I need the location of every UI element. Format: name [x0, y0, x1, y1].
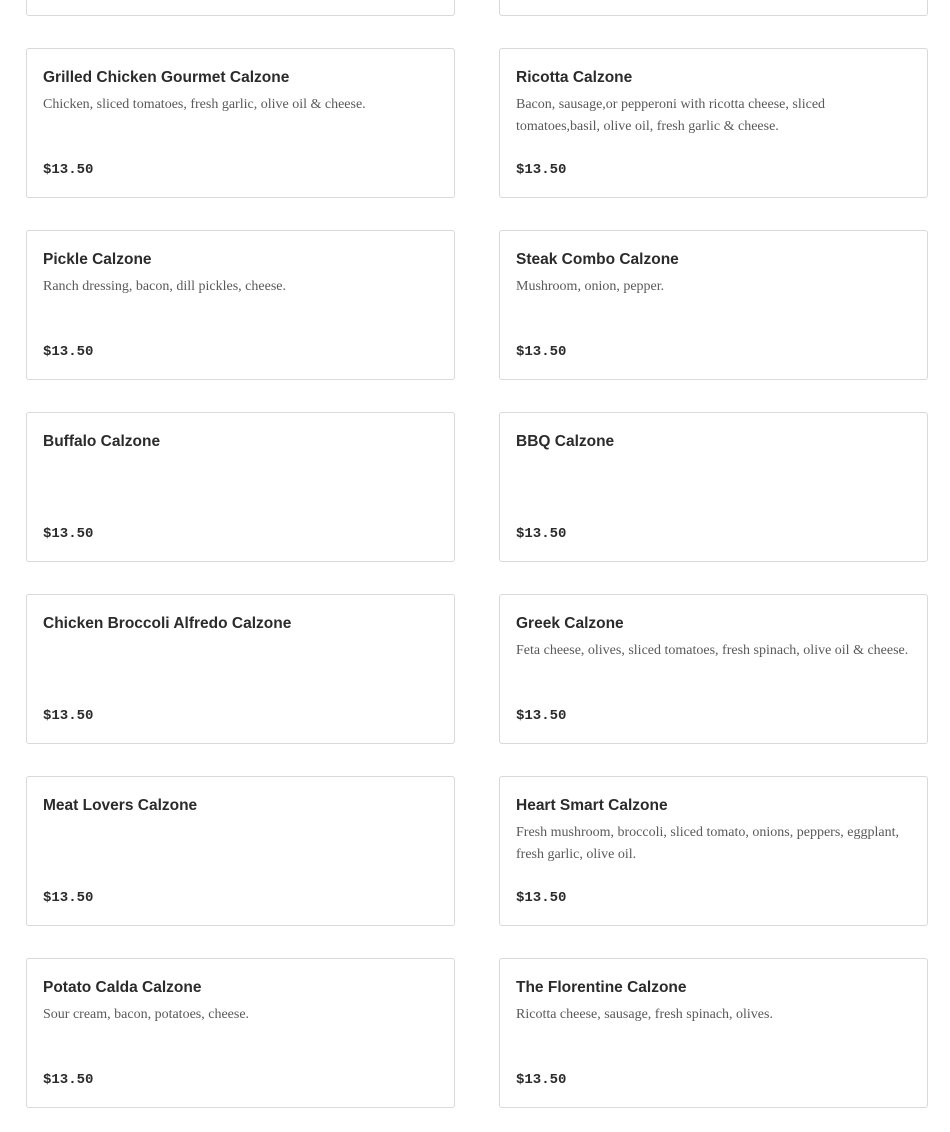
menu-item-description: Chicken, sliced tomatoes, fresh garlic, olive oil & cheese. [43, 97, 366, 112]
menu-item-price: $13.50 [516, 162, 567, 178]
menu-item-description: Mushroom, onion, pepper. [516, 279, 665, 294]
menu-item-card[interactable] [499, 594, 928, 744]
menu-item-name: Meat Lovers Calzone [43, 797, 198, 814]
menu-item-name: Potato Calda Calzone [43, 979, 202, 996]
menu-item-price: $13.50 [516, 1072, 567, 1088]
menu-item-name: The Florentine Calzone [516, 979, 687, 996]
menu-item-description: Ranch dressing, bacon, dill pickles, cheese. [43, 279, 286, 294]
menu-item-card[interactable] [499, 230, 928, 380]
menu-item-price: $13.50 [516, 526, 567, 542]
menu-item-description: Ricotta cheese, sausage, fresh spinach, olives. [516, 1007, 773, 1022]
menu-item-price: $13.50 [43, 162, 94, 178]
menu-item-name: Chicken Broccoli Alfredo Calzone [43, 615, 292, 632]
menu-item-name: Ricotta Calzone [516, 69, 633, 86]
menu-item-grid [26, 0, 928, 1108]
menu-item-name: Grilled Chicken Gourmet Calzone [43, 69, 290, 86]
menu-item-card[interactable] [26, 412, 455, 562]
menu-item-price: $13.50 [516, 890, 567, 906]
menu-item-card[interactable] [499, 776, 928, 926]
menu-item-card[interactable] [499, 958, 928, 1108]
menu-item-card[interactable] [26, 958, 455, 1108]
menu-item-price: $13.50 [516, 708, 567, 724]
menu-item-description: Feta cheese, olives, sliced tomatoes, fresh spinach, olive oil & cheese. [516, 643, 909, 658]
menu-item-description: Fresh mushroom, broccoli, sliced tomato, onions, peppers, eggplant, fresh garlic, olive oil. [516, 825, 899, 862]
menu-item-price: $13.50 [43, 890, 94, 906]
menu-item-description: Sour cream, bacon, potatoes, cheese. [43, 1007, 250, 1022]
menu-item-card[interactable] [26, 0, 455, 16]
menu-item-card[interactable] [26, 776, 455, 926]
menu-item-description: Bacon, sausage,or pepperoni with ricotta cheese, sliced tomatoes,basil, olive oil, fresh garlic & cheese. [516, 97, 826, 134]
menu-item-name: Buffalo Calzone [43, 433, 161, 450]
menu-item-price: $13.50 [43, 1072, 94, 1088]
menu-item-price: $13.50 [516, 344, 567, 360]
menu-item-name: BBQ Calzone [516, 433, 615, 450]
menu-item-card[interactable] [499, 48, 928, 198]
menu-item-card[interactable] [26, 230, 455, 380]
menu-item-price: $13.50 [43, 344, 94, 360]
menu-item-card[interactable] [26, 594, 455, 744]
menu-item-card[interactable] [26, 48, 455, 198]
menu-item-name: Greek Calzone [516, 615, 624, 632]
menu-item-card[interactable] [499, 412, 928, 562]
menu-item-card[interactable] [499, 0, 928, 16]
menu-item-name: Heart Smart Calzone [516, 797, 668, 814]
menu-item-price: $13.50 [43, 526, 94, 542]
menu-item-name: Steak Combo Calzone [516, 251, 679, 268]
menu-item-name: Pickle Calzone [43, 251, 152, 268]
menu-item-price: $13.50 [43, 708, 94, 724]
